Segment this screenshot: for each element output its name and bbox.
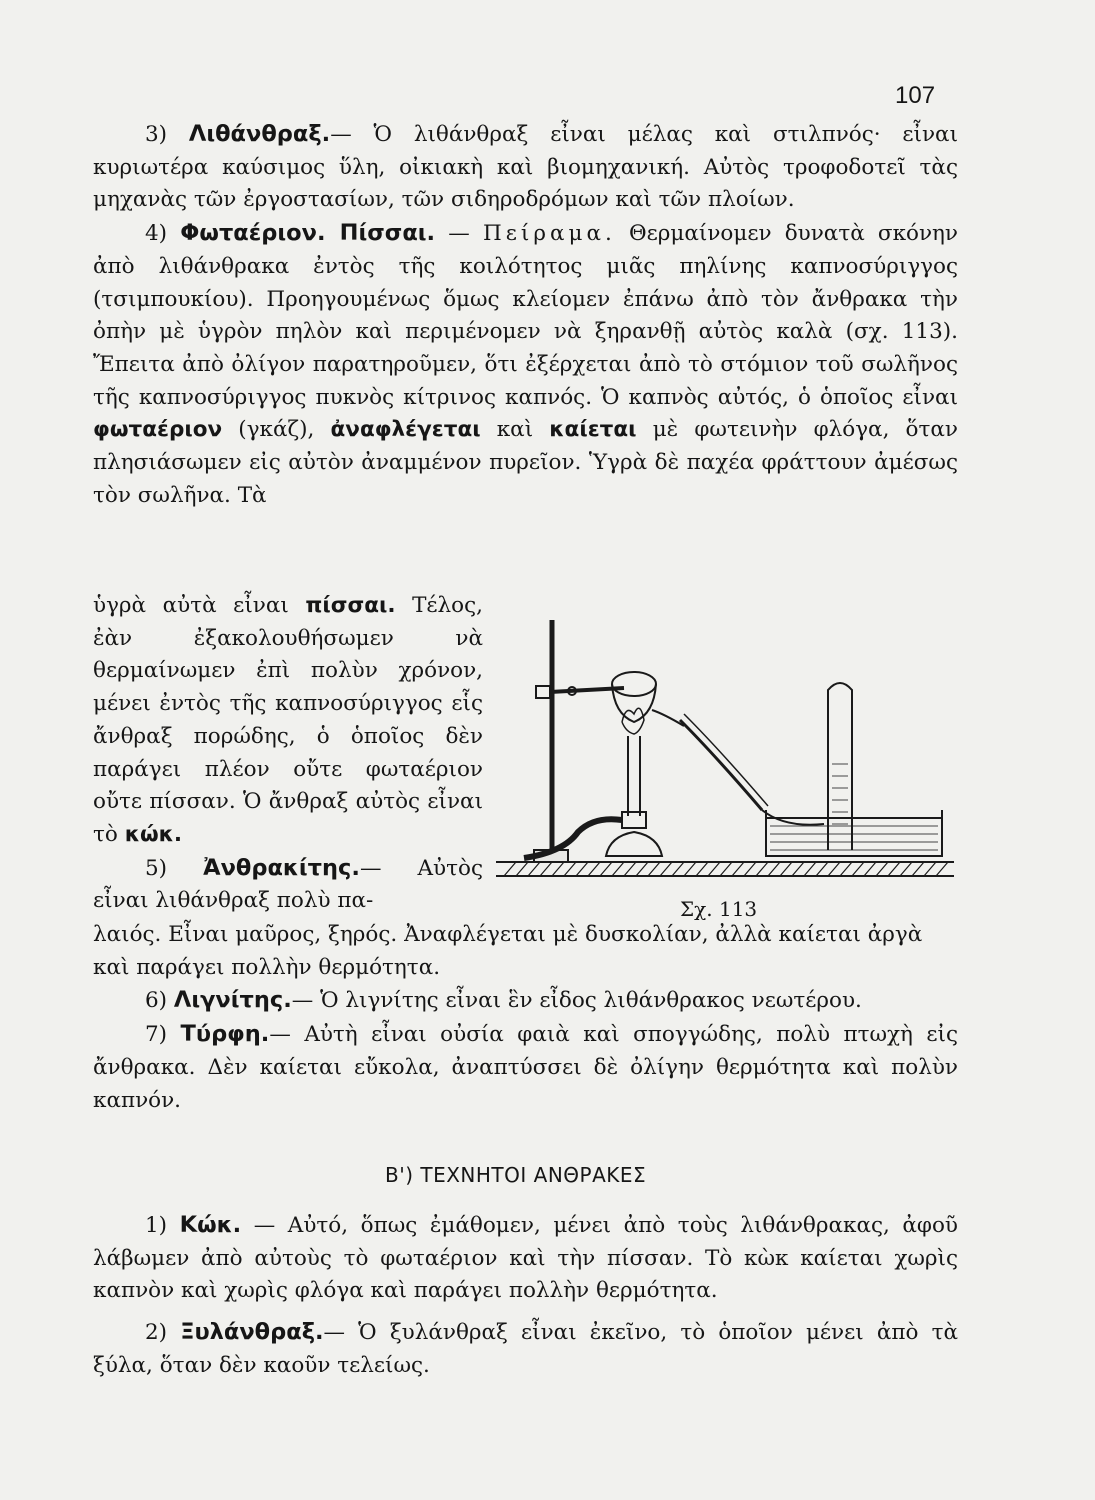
paragraph-lithanthrax [93, 118, 958, 217]
paragraph-anthrakitis-start [93, 852, 483, 918]
paragraph-text: — Αὐτὸς εἶναι λιθάνθραξ πολὺ πα- [93, 855, 483, 914]
paragraph-text: Τέλος, ἐὰν ἐξακολουθήσωμεν νὰ θερμαίνωμεν ἐπὶ πολὺν χρόνον, μένει ἐντὸς τῆς καπνοσύριγγος εἷς ἄνθραξ πορώδης, ὁ ὁποῖος δὲν παράγει πλέον οὔτε φωταέριον οὔτε πίσσαν. Ὁ ἄνθραξ αὐτὸς εἶναι τὸ [93, 593, 484, 847]
wrapped-text-block [93, 590, 483, 918]
paragraph-pissai [93, 590, 483, 852]
apparatus-illustration [494, 614, 956, 886]
paragraph-text: Θερμαίνομεν δυνατὰ σκόνην ἀπὸ λιθάνθρακα ἐντὸς τῆς κοιλότητος μιᾶς πηλίνης καπνοσύριγγος (τσιμπουκίου). Προηγουμένως ὅμως κλείομεν ἐπάνω ἀπὸ τὸν ἄνθρακα τὴν ὀπὴν μὲ ὑγρὸν πηλὸν καὶ περιμένομεν νὰ ξηρανθῇ αὐτὸς καλὰ (σχ. 113). Ἔπειτα ἀπὸ ὀλίγον παρατηροῦμεν, ὅτι ἐξέρχεται ἀπὸ τὸ στόμιον τοῦ σωλῆνος τῆς καπνοσύριγγος πυκνὸς κίτρινος καπνός. Ὁ καπνὸς αὐτός, ὁ ὁποῖος εἶναι [93, 221, 959, 410]
term-fotaerion: φωταέριον [93, 417, 223, 443]
paragraph-text: — Αὐτὴ εἶναι οὐσία φαιὰ καὶ σπογγώδης, πολὺ πτωχὴ εἰς ἄνθρακα. Δὲν καίεται εὔκολα, ἀναπτύσσει δὲ ὀλίγην θερμότητα καὶ πολὺν καπνόν. [93, 1022, 958, 1113]
figure-113 [494, 614, 956, 890]
paragraph-text: — Αὐτό, ὅπως ἐμάθομεν, μένει ἀπὸ τοὺς λιθάνθρακας, ἀφοῦ λάβωμεν ἀπὸ αὐτοὺς τὸ φωταέριον καὶ τὴν πίσσαν. Τὸ κὼκ καίεται χωρὶς καπνὸν καὶ χωρὶς φλόγα καὶ παράγει πολλὴν θερμότητα. [93, 1213, 959, 1304]
item-number: 5) [145, 855, 204, 881]
paragraph-anthrakitis-cont [93, 919, 958, 984]
paragraph-text: — Ὁ λιθάνθραξ εἶναι μέλας καὶ στιλπνός· εἶναι κυριωτέρα καύσιμος ὕλη, οἰκιακὴ καὶ βιομηχανική. Αὐτὸς τροφοδοτεῖ τὰς μηχανὰς τῶν ἐργοστασίων, τῶν σιδηροδρόμων καὶ τῶν πλοίων. [93, 122, 959, 213]
paragraph-tyrfi [93, 1018, 958, 1117]
item-number: 1) [145, 1213, 180, 1238]
figure-caption: Σχ. 113 [680, 897, 758, 921]
paragraph-text: — Ὁ λιγνίτης εἶναι ἓν εἶδος λιθάνθρακος νεωτέρου. [291, 988, 862, 1014]
term-lignitis: Λιγνίτης. [173, 987, 292, 1014]
top-text-block [93, 118, 958, 512]
paragraph-xylanthrax [93, 1316, 958, 1382]
paragraph-fotaerion [93, 217, 958, 512]
page-number: 107 [895, 82, 936, 109]
lower-text-block [93, 919, 958, 1117]
paragraph-lignitis [93, 984, 958, 1018]
term-anaflegetai: ἀναφλέγεται [330, 417, 481, 443]
term-pissai: πίσσαι. [305, 593, 396, 618]
item-number: 4) [145, 221, 181, 247]
paragraph-text: ὑγρὰ αὐτὰ εἶναι [93, 593, 306, 618]
item-number: 7) [145, 1022, 181, 1048]
term-tyrfi: Τύρφη. [180, 1021, 270, 1048]
section-heading: Β') ΤΕΧΝΗΤΟΙ ΑΝΘΡΑΚΕΣ [385, 1163, 647, 1187]
artificial-coals-block [93, 1209, 958, 1383]
experiment-label: Πείραμα. [483, 221, 616, 247]
paragraph-kok [93, 1209, 958, 1308]
item-number: 2) [145, 1320, 181, 1346]
term-kok-heading: Κώκ. [179, 1212, 242, 1238]
term-kok: κώκ. [124, 821, 183, 847]
term-xylanthrax: Ξυλάνθραξ. [180, 1319, 324, 1346]
item-number: 3) [145, 122, 189, 147]
term-lithanthrax: Λιθάνθραξ. [188, 121, 331, 147]
paragraph-text: μὲ φωτεινὴν φλόγα, ὅταν πλησιάσωμεν εἰς αὐτὸν ἀναμμένον πυρεῖον. Ὑγρὰ δὲ παχέα φράττουν ἀμέσως τὸν σωλῆνα. Τὰ [93, 417, 958, 508]
dash: — [435, 221, 483, 247]
term-kaietai: καίεται [549, 417, 637, 443]
term-anthrakitis: Ἀνθρακίτης. [203, 854, 360, 881]
paragraph-text: (γκάζ), [222, 417, 331, 443]
paragraph-text: καὶ [480, 417, 550, 443]
item-number: 6) [145, 988, 174, 1014]
paragraph-text: λαιός. Εἶναι μαῦρος, ξηρός. Ἀναφλέγεται μὲ δυσκολίαν, ἀλλὰ καίεται ἀργὰ καὶ παράγει πολλὴν θερμότητα. [93, 922, 923, 980]
paragraph-text: — Ὁ ξυλάνθραξ εἶναι ἐκεῖνο, τὸ ὁποῖον μένει ἀπὸ τὰ ξύλα, ὅταν δὲν καοῦν τελείως. [93, 1320, 959, 1378]
term-fotaerion-pissai: Φωταέριον. Πίσσαι. [180, 220, 436, 247]
